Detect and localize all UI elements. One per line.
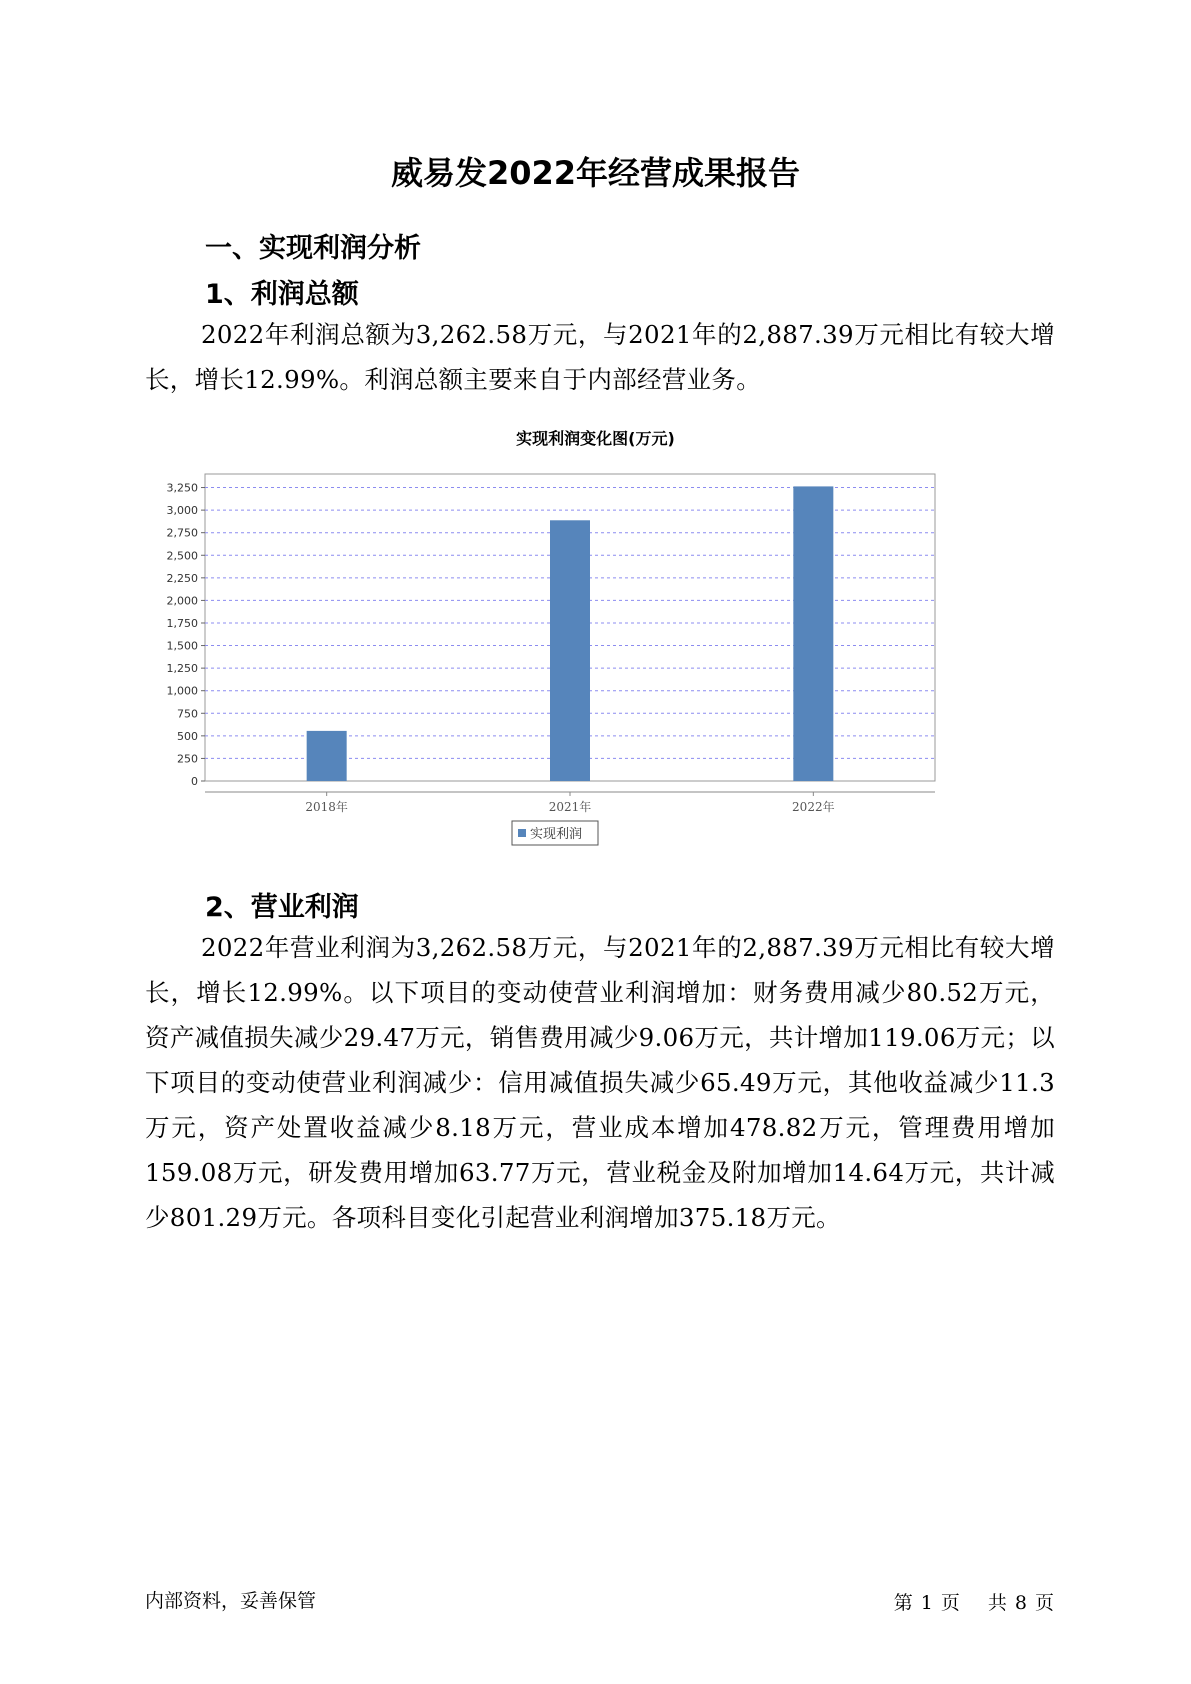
x-tick-label: 2022年	[792, 800, 835, 814]
chart-title: 实现利润变化图(万元)	[516, 429, 675, 448]
page-mid: 页	[940, 1592, 960, 1614]
paragraph-operating-profit: 2022年营业利润为3,262.58万元，与2021年的2,887.39万元相比有较大增长，增长12.99%。以下项目的变动使营业利润增加：财务费用减少80.52万元，资产减值损失减少29.47万元，销售费用减少9.06万元，共计增加119.06万元；以下项目的变动使营业利润减少：信用减值损失减少65.49万元，其他收益减少11.3万元，资产处置收益减少8.18万元，营业成本增加478.82万元，管理费用增加159.08万元，研发费用增加63.77万元，营业税金及附加增加14.64万元，共计减少801.29万元。各项科目变化引起营业利润增加375.18万元。	[145, 933, 1055, 1232]
page-suffix: 页	[1034, 1592, 1054, 1614]
y-tick-label: 1,750	[166, 616, 198, 630]
bar	[307, 731, 347, 781]
y-tick-label: 3,000	[166, 504, 198, 518]
profit-bar-chart	[150, 464, 1020, 924]
chart-svg	[150, 464, 1020, 924]
page-current: 1	[920, 1592, 933, 1614]
bar	[793, 486, 833, 781]
y-tick-label: 3,250	[166, 481, 198, 495]
y-tick-label: 2,000	[166, 594, 198, 608]
legend-swatch	[518, 829, 526, 837]
y-tick-label: 2,250	[166, 571, 198, 585]
y-tick-label: 0	[191, 775, 198, 788]
y-tick-label: 750	[177, 707, 198, 721]
footer-page-number	[886, 1588, 1054, 1615]
bar	[550, 520, 590, 781]
y-tick-label: 1,500	[166, 639, 198, 653]
page-prefix: 第	[893, 1592, 913, 1614]
y-tick-label: 2,500	[166, 549, 198, 563]
y-tick-label: 250	[177, 752, 198, 766]
page-total: 8	[1014, 1592, 1027, 1614]
document-title: 威易发2022年经营成果报告	[390, 154, 801, 192]
x-tick-label: 2021年	[548, 800, 592, 814]
paragraph-total-profit: 2022年利润总额为3,262.58万元，与2021年的2,887.39万元相比有较大增长，增长12.99%。利润总额主要来自于内部经营业务。	[145, 320, 1055, 394]
y-tick-label: 500	[177, 729, 198, 743]
section-heading-profit-analysis: 一、实现利润分析	[205, 233, 421, 264]
x-tick-label: 2018年	[305, 800, 348, 814]
footer-confidential-note: 内部资料，妥善保管	[145, 1590, 317, 1612]
page-total-prefix: 共	[987, 1592, 1007, 1614]
subheading-total-profit: 1、利润总额	[205, 279, 359, 310]
y-tick-label: 1,250	[166, 662, 198, 676]
subheading-operating-profit: 2、营业利润	[205, 892, 359, 923]
y-tick-label: 2,750	[166, 526, 198, 540]
y-tick-label: 1,000	[166, 684, 198, 698]
legend-label: 实现利润	[530, 827, 583, 842]
